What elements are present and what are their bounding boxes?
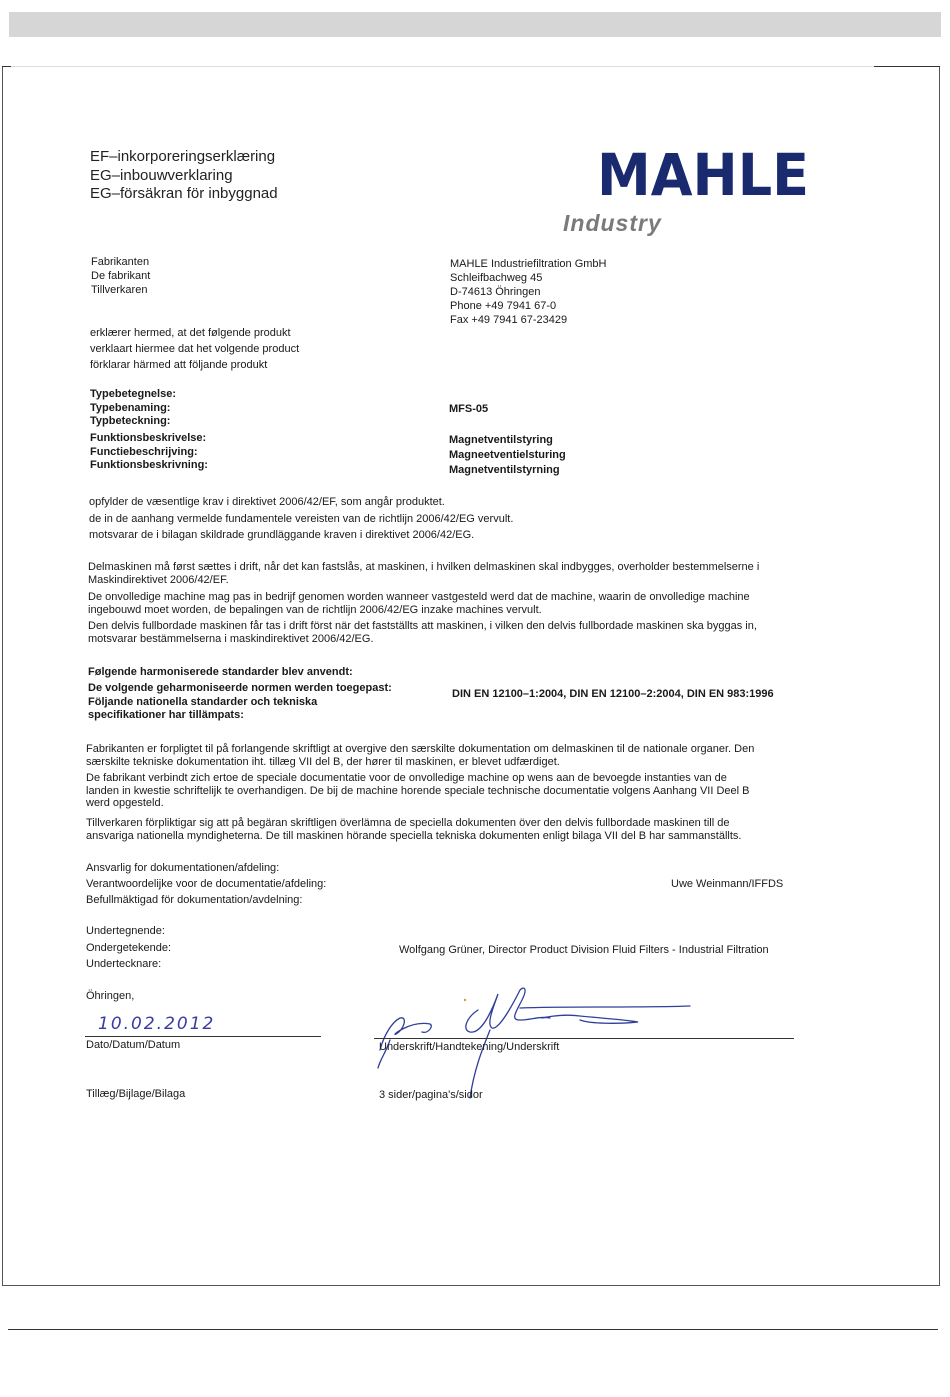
label: Verantwoordelijke voor de documentatie/afdeling:: [86, 878, 327, 890]
function-value: Magnetventilstyring: [449, 434, 553, 446]
label: Typebenaming:: [90, 401, 171, 414]
paragraph-line: Maskindirektivet 2006/42/EF.: [88, 573, 229, 586]
label: Ansvarlig for dokumentationen/afdeling:: [86, 862, 280, 874]
label: Funktionsbeskrivning:: [90, 459, 208, 471]
type-labels: [90, 388, 176, 429]
type-value: MFS-05: [449, 403, 489, 415]
intro-line: verklaart hiermee dat het volgende product: [90, 343, 300, 355]
undersigned-labels: [86, 923, 171, 973]
label: Typbeteckning:: [90, 415, 171, 427]
directive-line: opfylder de væsentlige krav i direktivet 2006/42/EF, som angår produktet.: [89, 496, 445, 508]
label: Befullmäktigad för dokumentation/avdelning:: [86, 894, 303, 906]
paragraph-line: werd opgesteld.: [86, 797, 164, 809]
label: De fabrikant: [91, 270, 151, 282]
logo-subtitle: Industry: [563, 210, 662, 236]
date-label: Dato/Datum/Datum: [86, 1039, 181, 1051]
paragraph-line: ansvariga nationella myndigheterna. De till maskinen hörande speciella tekniska dokumenten enligt bilaga VII del B har sammanställts.: [86, 829, 742, 842]
partial-machine-da: [88, 561, 759, 586]
paragraph-line: Den delvis fullbordade maskinen får tas i drift först när det fastställts att maskinen, i vilken den delvis fullbordade maskinen ska byggas in,: [88, 620, 757, 632]
address-line: MAHLE Industriefiltration GmbH: [450, 258, 607, 270]
paragraph-line: Tillverkaren förpliktigar sig att på begäran skriftligen överlämna de speciella dokumenten över den delvis fullbordade maskinen till de: [86, 817, 730, 829]
intro-line: erklærer hermed, at det følgende produkt: [90, 327, 291, 339]
label: specifikationer har tillämpats:: [88, 709, 244, 721]
label: Funktionsbeskrivelse:: [90, 432, 207, 444]
address-line: Schleifbachweg 45: [450, 272, 543, 284]
paragraph-line: særskilte tekniske dokumentation iht. tillæg VII del B, der hører til maskinen, er blevet udfærdiget.: [86, 755, 560, 768]
label: Følgende harmoniserede standarder blev anvendt:: [88, 666, 353, 678]
documentation-da: [86, 743, 754, 768]
manufacturer-labels: [91, 255, 150, 297]
frame-top-edge-right: [874, 66, 940, 67]
handwritten-date: 10.02.2012: [98, 1014, 216, 1034]
footer-rule: [8, 1329, 938, 1330]
place: Öhringen,: [86, 990, 135, 1002]
intro-line: förklarar härmed att följande produkt: [90, 359, 268, 371]
function-value: Magneetventielsturing: [449, 449, 566, 461]
label: Följande nationella standarder och tekniska: [88, 696, 318, 708]
responsible-labels: [86, 860, 326, 908]
address-line: Phone +49 7941 67-0: [450, 300, 557, 312]
directive-statements: [89, 494, 513, 544]
paragraph-line: De onvolledige machine mag pas in bedrijf genomen worden wanneer vastgesteld werd dat de machine, waarin de onvolledige machine: [88, 591, 750, 603]
directive-line: de in de aanhang vermelde fundamentele vereisten van de richtlijn 2006/42/EG vervult.: [89, 512, 514, 525]
paragraph-line: landen in kwestie schriftelijk te overhandigen. De bij de machine horende speciale technische documentatie volgens Aanhang VII Deel B: [86, 784, 750, 797]
title-dutch: EG–inbouwverklaring: [90, 166, 233, 184]
signature-line: [374, 1038, 794, 1039]
paragraph-line: De fabrikant verbindt zich ertoe de speciale documentatie voor de onvolledige machine op wens aan de bevoegde instanties van de: [86, 772, 727, 784]
paragraph-line: Fabrikanten er forpligtet til på forlangende skriftligt at overgive den særskilte dokumentation om delmaskinen til de nationale organer. Den: [86, 743, 755, 755]
standards-labels: [88, 664, 392, 722]
paragraph-line: Delmaskinen må først sættes i drift, når det kan fastslås, at maskinen, i hvilken delmaskinen skal indbygges, overholder bestemmelserne i: [88, 561, 760, 573]
frame-top-edge-left: [2, 66, 11, 67]
label: Undertecknare:: [86, 958, 162, 970]
label: Fabrikanten: [91, 256, 150, 268]
manufacturer-address: [450, 257, 607, 327]
logo-wordmark: MAHLE: [597, 148, 809, 198]
address-line: Fax +49 7941 67-23429: [450, 314, 568, 326]
partial-machine-nl: [88, 591, 750, 616]
declaration-titles: [90, 148, 278, 204]
label: De volgende geharmoniseerde normen werden toegepast:: [88, 682, 392, 694]
title-swedish: EG–försäkran för inbyggnad: [90, 185, 278, 202]
function-value: Magnetventilstyrning: [449, 464, 560, 476]
function-labels: [90, 432, 208, 473]
pages-label: 3 sider/pagina's/sidor: [379, 1089, 483, 1101]
responsible-value: Uwe Weinmann/IFFDS: [671, 878, 784, 890]
partial-machine-sv: [88, 620, 757, 645]
standards-value: DIN EN 12100–1:2004, DIN EN 12100–2:2004, DIN EN 983:1996: [452, 688, 774, 700]
declaration-intro: [90, 325, 299, 373]
documentation-nl: [86, 772, 749, 810]
date-line: [85, 1036, 321, 1037]
label: Undertegnende:: [86, 925, 165, 937]
appendix-label: Tillæg/Bijlage/Bilaga: [86, 1088, 186, 1100]
undersigned-value: Wolfgang Grüner, Director Product Division Fluid Filters - Industrial Filtration: [399, 944, 769, 956]
paragraph-line: ingebouwd moet worden, de bepalingen van de richtlijn 2006/42/EG inzake machines vervult.: [88, 603, 542, 616]
address-line: D-74613 Öhringen: [450, 286, 541, 298]
label: Typebetegnelse:: [90, 388, 176, 400]
mahle-logo: [596, 148, 810, 198]
label: Functiebeschrijving:: [90, 445, 198, 458]
label: Tillverkaren: [91, 284, 148, 296]
label: Ondergetekende:: [86, 941, 172, 954]
top-gray-bar: [9, 12, 941, 37]
documentation-sv: [86, 817, 741, 842]
signature-label: Underskrift/Handtekening/Underskrift: [379, 1041, 560, 1053]
paragraph-line: motsvarar bestämmelserna i maskindirektivet 2006/42/EG.: [88, 632, 374, 645]
title-danish: EF–inkorporeringserklæring: [90, 148, 276, 165]
function-values: [449, 433, 566, 478]
directive-line: motsvarar de i bilagan skildrade grundläggande kraven i direktivet 2006/42/EG.: [89, 529, 475, 541]
